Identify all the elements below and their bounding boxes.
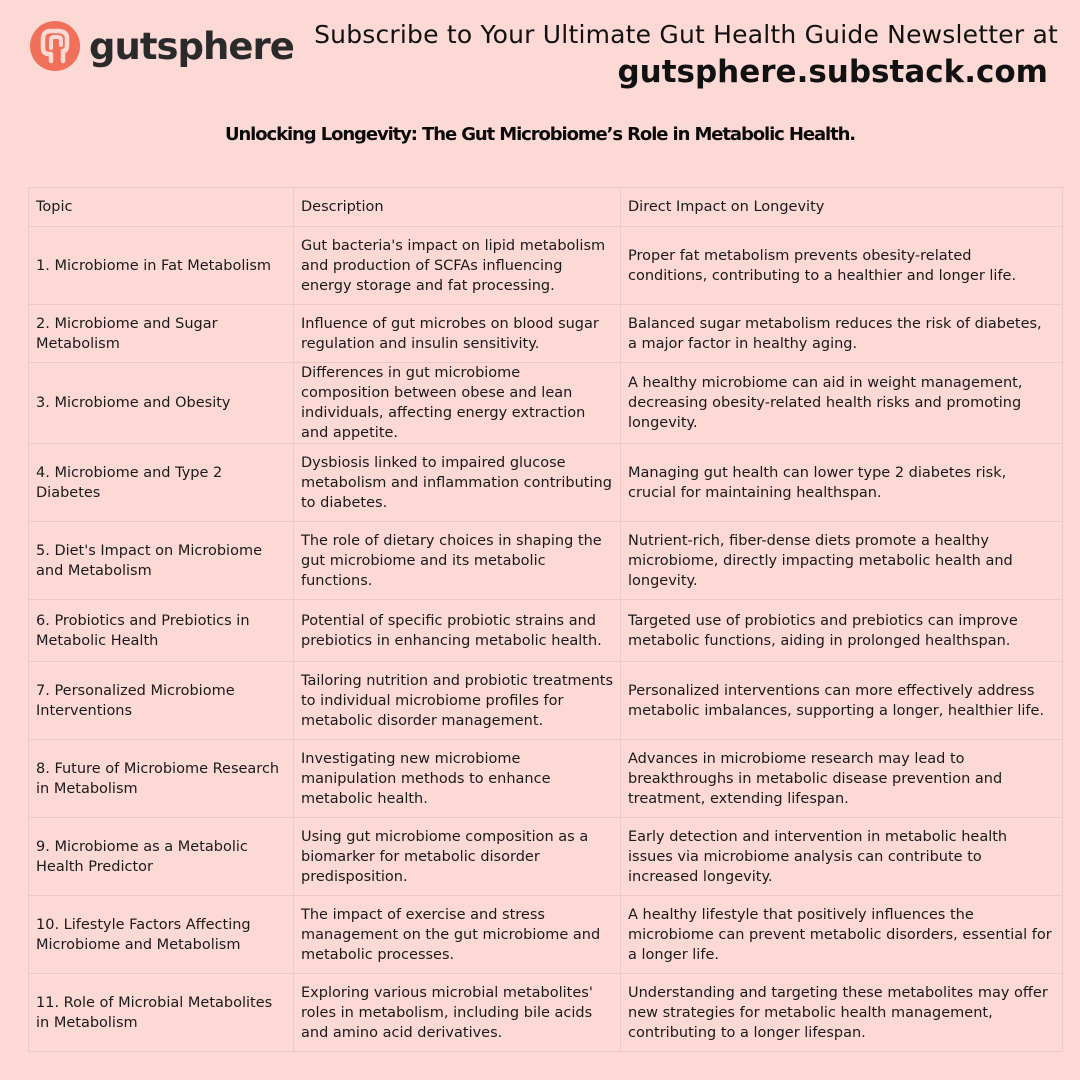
table-row bbox=[29, 227, 1063, 305]
table-row bbox=[29, 305, 1063, 363]
impact-cell: Targeted use of probiotics and prebiotics can improve metabolic functions, aiding in prolonged healthspan. bbox=[621, 600, 1063, 662]
description-cell: Tailoring nutrition and probiotic treatments to individual microbiome profiles for metabolic disorder management. bbox=[294, 662, 621, 740]
table-row bbox=[29, 444, 1063, 522]
topic-cell: 1. Microbiome in Fat Metabolism bbox=[29, 227, 294, 305]
topic-cell: 3. Microbiome and Obesity bbox=[29, 363, 294, 444]
table-row bbox=[29, 662, 1063, 740]
topic-cell: 8. Future of Microbiome Research in Metabolism bbox=[29, 740, 294, 818]
column-header-impact: Direct Impact on Longevity bbox=[621, 188, 1063, 227]
impact-cell: Managing gut health can lower type 2 diabetes risk, crucial for maintaining healthspan. bbox=[621, 444, 1063, 522]
table-row bbox=[29, 974, 1063, 1052]
impact-cell: Balanced sugar metabolism reduces the risk of diabetes, a major factor in healthy aging. bbox=[621, 305, 1063, 363]
table-row bbox=[29, 600, 1063, 662]
topic-cell: 2. Microbiome and Sugar Metabolism bbox=[29, 305, 294, 363]
table-row bbox=[29, 522, 1063, 600]
page-header bbox=[0, 0, 1080, 110]
topics-table bbox=[28, 187, 1063, 1052]
column-header-topic: Topic bbox=[29, 188, 294, 227]
gut-swirl-logo-icon bbox=[27, 18, 83, 74]
impact-cell: Nutrient-rich, fiber-dense diets promote a healthy microbiome, directly impacting metabolic health and longevity. bbox=[621, 522, 1063, 600]
topic-cell: 6. Probiotics and Prebiotics in Metabolic Health bbox=[29, 600, 294, 662]
table-row bbox=[29, 363, 1063, 444]
description-cell: Investigating new microbiome manipulation methods to enhance metabolic health. bbox=[294, 740, 621, 818]
table-row bbox=[29, 740, 1063, 818]
impact-cell: Early detection and intervention in metabolic health issues via microbiome analysis can contribute to increased longevity. bbox=[621, 818, 1063, 896]
impact-cell: A healthy lifestyle that positively influences the microbiome can prevent metabolic disorders, essential for a longer life. bbox=[621, 896, 1063, 974]
description-cell: The impact of exercise and stress management on the gut microbiome and metabolic processes. bbox=[294, 896, 621, 974]
description-cell: Dysbiosis linked to impaired glucose metabolism and inflammation contributing to diabetes. bbox=[294, 444, 621, 522]
description-cell: Differences in gut microbiome composition between obese and lean individuals, affecting energy extraction and appetite. bbox=[294, 363, 621, 444]
topic-cell: 7. Personalized Microbiome Interventions bbox=[29, 662, 294, 740]
topic-cell: 10. Lifestyle Factors Affecting Microbiome and Metabolism bbox=[29, 896, 294, 974]
topic-cell: 5. Diet's Impact on Microbiome and Metabolism bbox=[29, 522, 294, 600]
table-header-row bbox=[29, 188, 1063, 227]
topic-cell: 11. Role of Microbial Metabolites in Metabolism bbox=[29, 974, 294, 1052]
newsletter-link[interactable]: gutsphere.substack.com bbox=[617, 54, 1048, 90]
description-cell: Influence of gut microbes on blood sugar regulation and insulin sensitivity. bbox=[294, 305, 621, 363]
description-cell: Using gut microbiome composition as a biomarker for metabolic disorder predisposition. bbox=[294, 818, 621, 896]
description-cell: The role of dietary choices in shaping the gut microbiome and its metabolic functions. bbox=[294, 522, 621, 600]
impact-cell: Understanding and targeting these metabolites may offer new strategies for metabolic health management, contributing to a longer lifespan. bbox=[621, 974, 1063, 1052]
topic-cell: 9. Microbiome as a Metabolic Health Predictor bbox=[29, 818, 294, 896]
impact-cell: A healthy microbiome can aid in weight management, decreasing obesity-related health risks and promoting longevity. bbox=[621, 363, 1063, 444]
description-cell: Potential of specific probiotic strains and prebiotics in enhancing metabolic health. bbox=[294, 600, 621, 662]
brand-logo[interactable] bbox=[27, 18, 294, 74]
description-cell: Exploring various microbial metabolites' roles in metabolism, including bile acids and amino acid derivatives. bbox=[294, 974, 621, 1052]
table-row bbox=[29, 896, 1063, 974]
column-header-description: Description bbox=[294, 188, 621, 227]
table-row bbox=[29, 818, 1063, 896]
impact-cell: Advances in microbiome research may lead to breakthroughs in metabolic disease prevention and treatment, extending lifespan. bbox=[621, 740, 1063, 818]
description-cell: Gut bacteria's impact on lipid metabolism and production of SCFAs influencing energy storage and fat processing. bbox=[294, 227, 621, 305]
brand-name: gutsphere bbox=[89, 24, 294, 68]
topic-cell: 4. Microbiome and Type 2 Diabetes bbox=[29, 444, 294, 522]
impact-cell: Proper fat metabolism prevents obesity-related conditions, contributing to a healthier and longer life. bbox=[621, 227, 1063, 305]
impact-cell: Personalized interventions can more effectively address metabolic imbalances, supporting a longer, healthier life. bbox=[621, 662, 1063, 740]
page-title: Unlocking Longevity: The Gut Microbiome’s Role in Metabolic Health. bbox=[224, 124, 856, 145]
subscribe-text: Subscribe to Your Ultimate Gut Health Guide Newsletter at bbox=[314, 20, 1058, 49]
